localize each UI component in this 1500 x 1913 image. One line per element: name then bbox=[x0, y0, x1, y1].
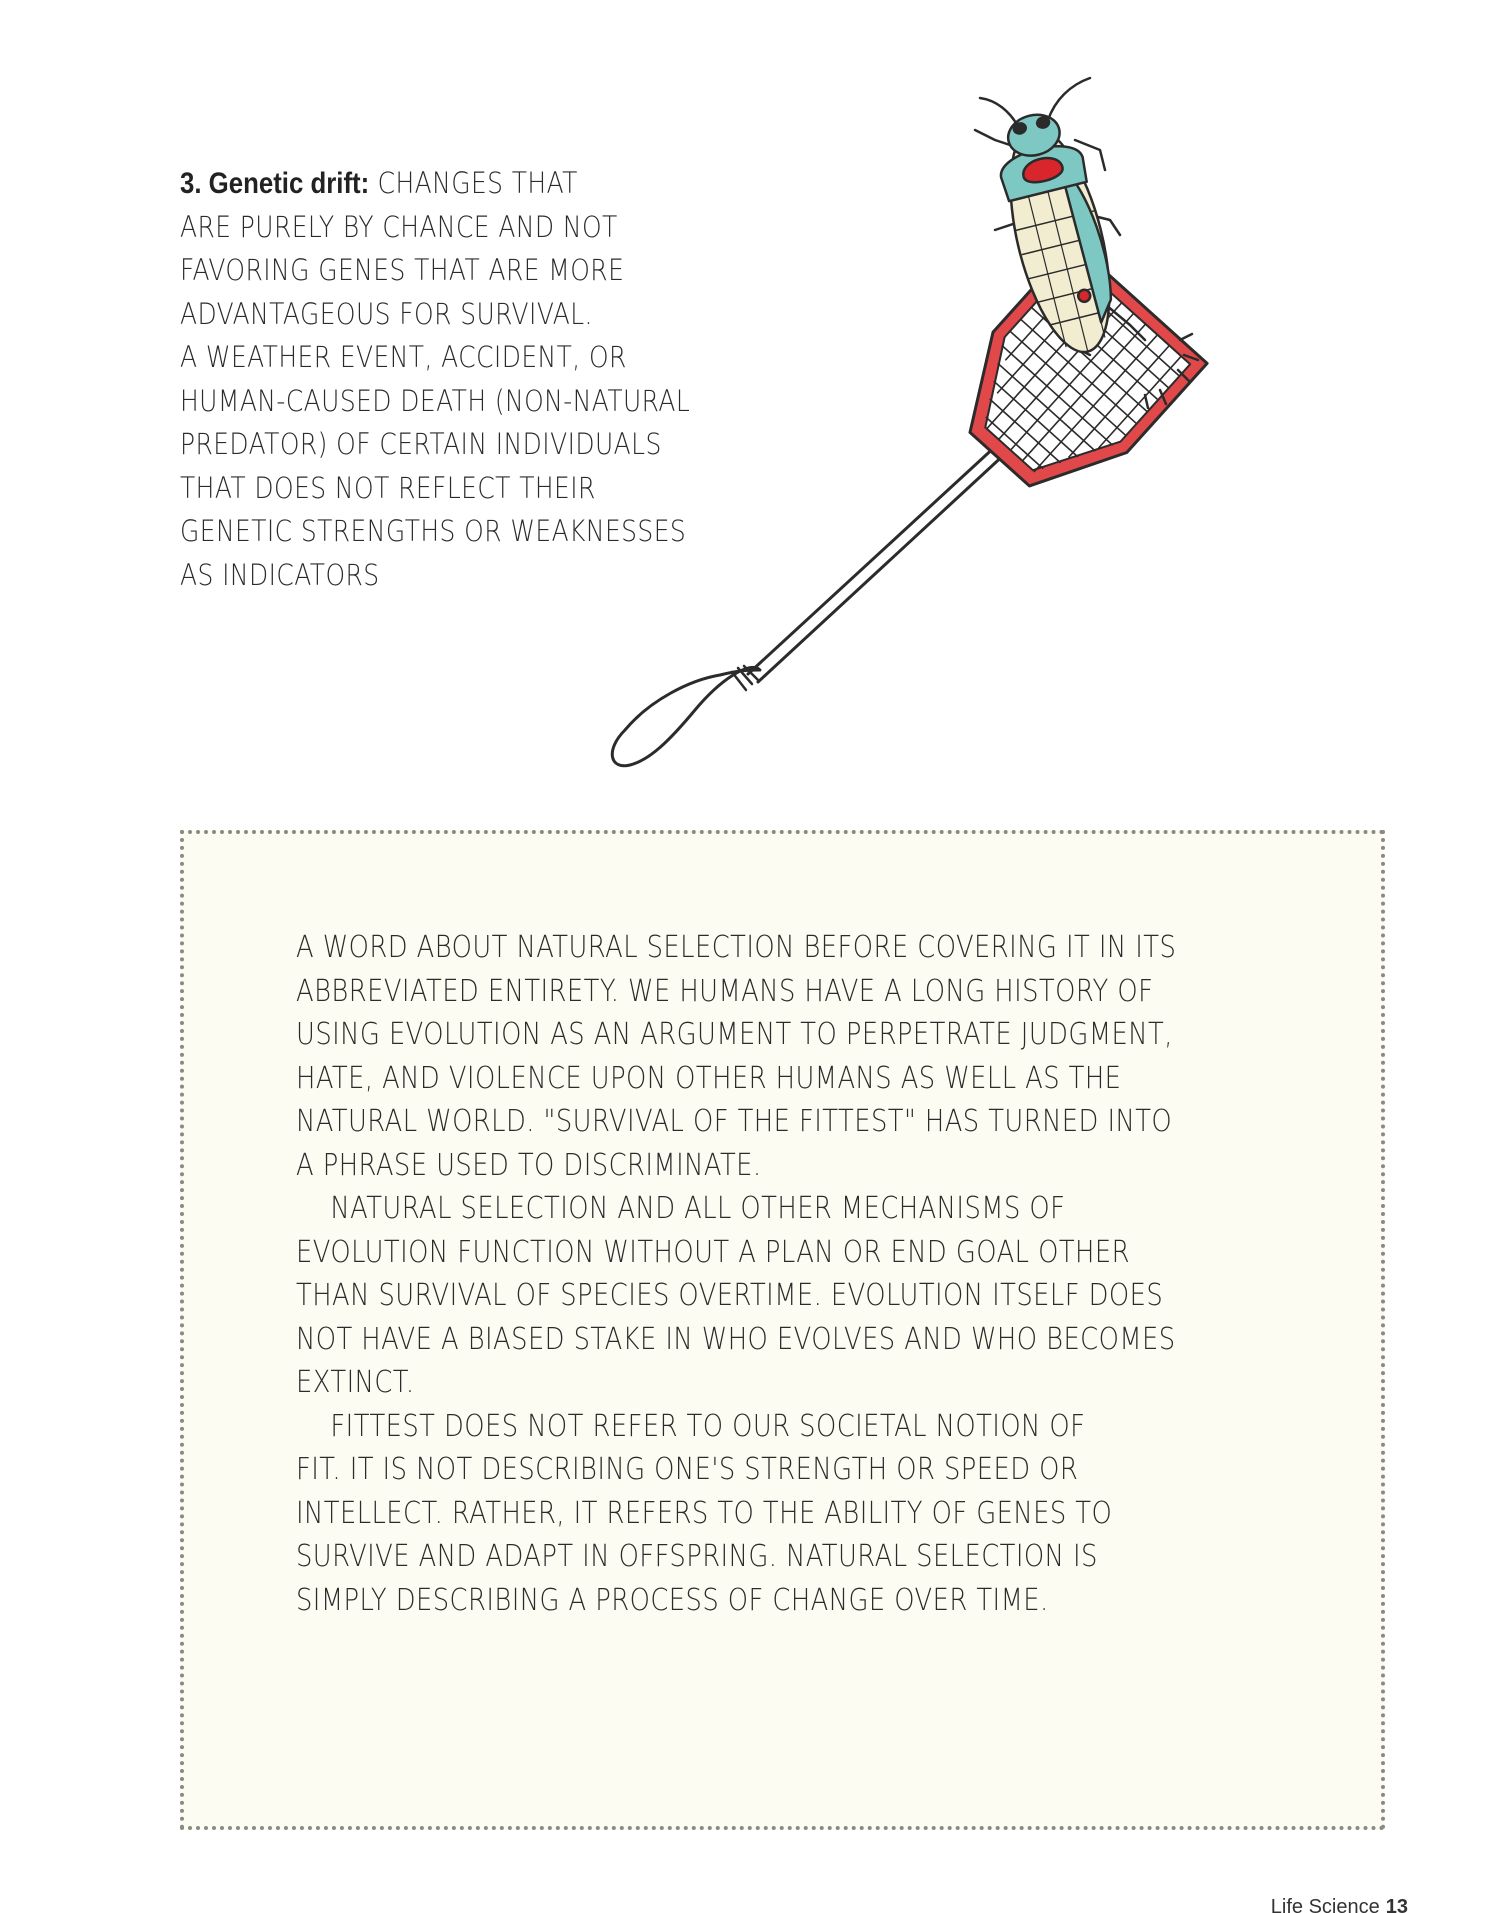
drift-heading: 3. Genetic drift: bbox=[180, 167, 370, 200]
fly-swatter-icon bbox=[612, 243, 1207, 766]
drift-line: HUMAN-CAUSED DEATH (NON-NATURAL bbox=[180, 383, 691, 418]
note-line: ABBREVIATED ENTIRETY. WE HUMANS HAVE A LONG HISTORY OF bbox=[296, 973, 1154, 1009]
drift-line: AS INDICATORS bbox=[180, 557, 380, 592]
note-line: THAN SURVIVAL OF SPECIES OVERTIME. EVOLUTION ITSELF DOES bbox=[296, 1278, 1164, 1313]
note-line: FITTEST DOES NOT REFER TO OUR SOCIETAL NOTION OF bbox=[330, 1408, 1086, 1444]
drift-line-text: CHANGES THAT bbox=[377, 166, 578, 200]
drift-line: GENETIC STRENGTHS OR WEAKNESSES bbox=[180, 514, 687, 548]
note-line: EXTINCT. bbox=[296, 1365, 415, 1400]
natural-selection-note bbox=[180, 830, 1385, 1830]
drift-line: ARE PURELY BY CHANCE AND NOT bbox=[180, 209, 618, 244]
note-line: FIT. IT IS NOT DESCRIBING ONE'S STRENGTH OR SPEED OR bbox=[296, 1452, 1079, 1487]
page-number: 13 bbox=[1385, 1896, 1408, 1913]
note-line: USING EVOLUTION AS AN ARGUMENT TO PERPETRATE JUDGMENT, bbox=[296, 1017, 1173, 1052]
note-line: A PHRASE USED TO DISCRIMINATE. bbox=[296, 1147, 762, 1183]
note-line: SURVIVE AND ADAPT IN OFFSPRING. NATURAL SELECTION IS bbox=[296, 1539, 1098, 1574]
note-text bbox=[296, 926, 1296, 1622]
note-line: INTELLECT. RATHER, IT REFERS TO THE ABILITY OF GENES TO bbox=[296, 1495, 1113, 1531]
drift-line: PREDATOR) OF CERTAIN INDIVIDUALS bbox=[180, 427, 662, 461]
drift-line: A WEATHER EVENT, ACCIDENT, OR bbox=[180, 340, 627, 374]
drift-line: FAVORING GENES THAT ARE MORE bbox=[180, 253, 625, 287]
drift-line: ADVANTAGEOUS FOR SURVIVAL. bbox=[180, 296, 593, 331]
note-line: A WORD ABOUT NATURAL SELECTION BEFORE COVERING IT IN ITS bbox=[296, 930, 1177, 965]
fly-swatter-illustration bbox=[600, 70, 1380, 790]
page-footer bbox=[1271, 1896, 1408, 1913]
footer-section: Life Science bbox=[1270, 1896, 1380, 1913]
note-line: NATURAL SELECTION AND ALL OTHER MECHANISMS OF bbox=[330, 1191, 1066, 1226]
note-line: NOT HAVE A BIASED STAKE IN WHO EVOLVES AND WHO BECOMES bbox=[296, 1321, 1176, 1357]
note-line: HATE, AND VIOLENCE UPON OTHER HUMANS AS WELL AS THE bbox=[296, 1060, 1122, 1096]
note-line: SIMPLY DESCRIBING A PROCESS OF CHANGE OVER TIME. bbox=[296, 1582, 1049, 1618]
note-line: NATURAL WORLD. "SURVIVAL OF THE FITTEST" HAS TURNED INTO bbox=[296, 1104, 1173, 1139]
note-line: EVOLUTION FUNCTION WITHOUT A PLAN OR END GOAL OTHER bbox=[296, 1234, 1130, 1270]
drift-line: THAT DOES NOT REFLECT THEIR bbox=[180, 470, 596, 505]
